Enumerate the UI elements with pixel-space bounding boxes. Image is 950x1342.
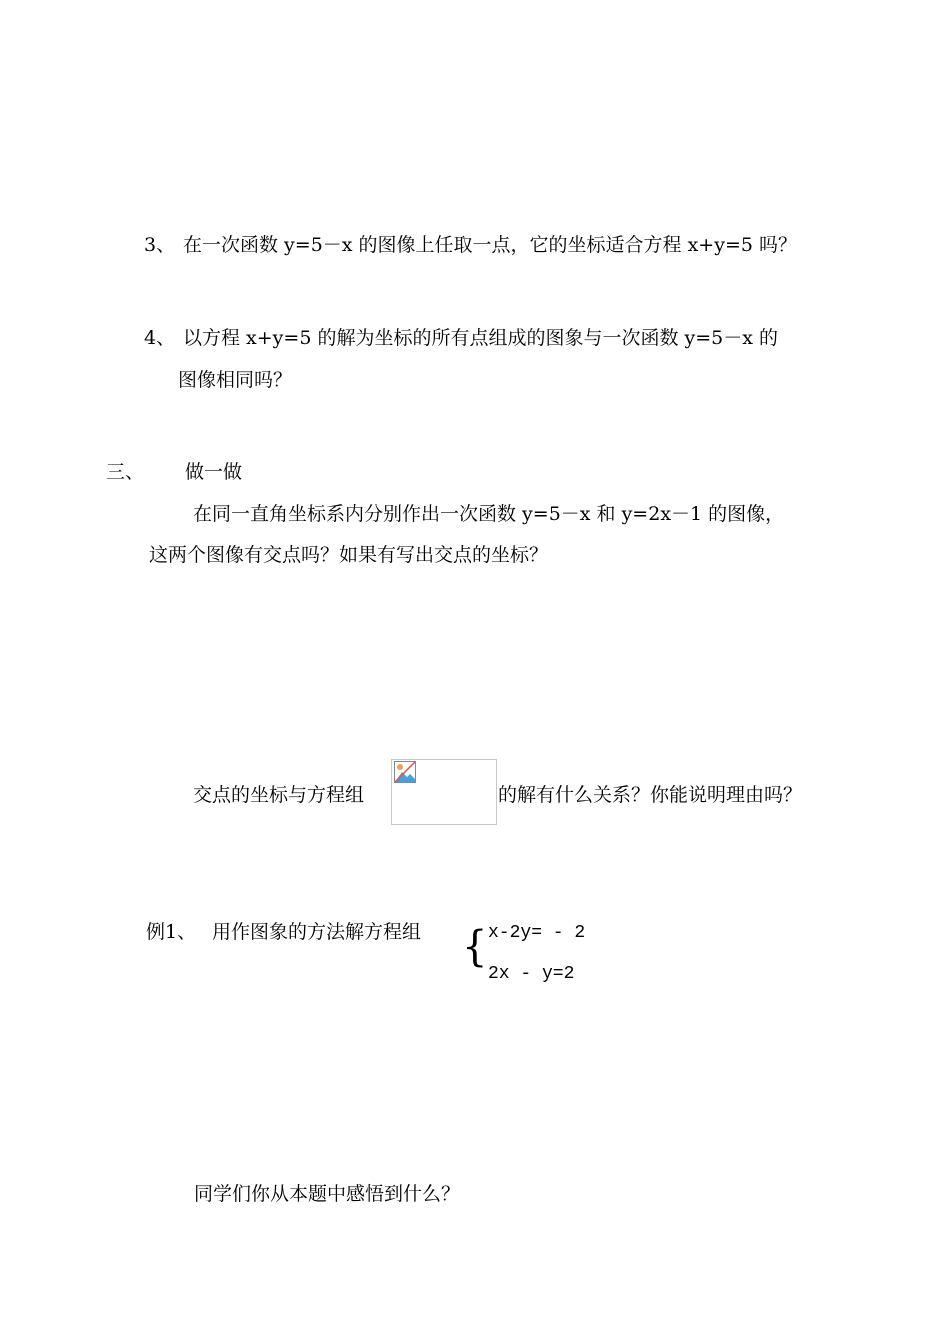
q4-number: 4、 [144, 327, 176, 349]
closing-question: 同学们你从本题中感悟到什么？ [194, 1183, 461, 1205]
section3-para-line1: 在同一直角坐标系内分别作出一次函数 y=5－x 和 y=2x－1 的图像， [193, 503, 785, 525]
equation-image [391, 759, 497, 825]
q4-line2: 图像相同吗？ [178, 369, 293, 391]
equation-2: 2x - y=2 [488, 964, 575, 984]
broken-image-icon [394, 761, 416, 788]
section3-number: 三、 [106, 461, 145, 483]
relation-after: 的解有什么关系？你能说明理由吗？ [498, 784, 803, 806]
q4-line1: 以方程 x+y=5 的解为坐标的所有点组成的图象与一次函数 y=5－x 的 [183, 327, 778, 349]
relation-before: 交点的坐标与方程组 [193, 784, 365, 806]
example1-text: 用作图象的方法解方程组 [212, 921, 422, 943]
system-brace: { [462, 922, 488, 972]
section3-title: 做一做 [185, 461, 243, 483]
section3-para-line2: 这两个图像有交点吗？如果有写出交点的坐标？ [149, 544, 549, 566]
example1-label: 例1、 [146, 921, 197, 943]
q3-text: 在一次函数 y=5－x 的图像上任取一点，它的坐标适合方程 x+y=5 吗？ [183, 234, 797, 256]
q3-number: 3、 [144, 234, 176, 256]
equation-1: x-2y= - 2 [488, 923, 586, 943]
